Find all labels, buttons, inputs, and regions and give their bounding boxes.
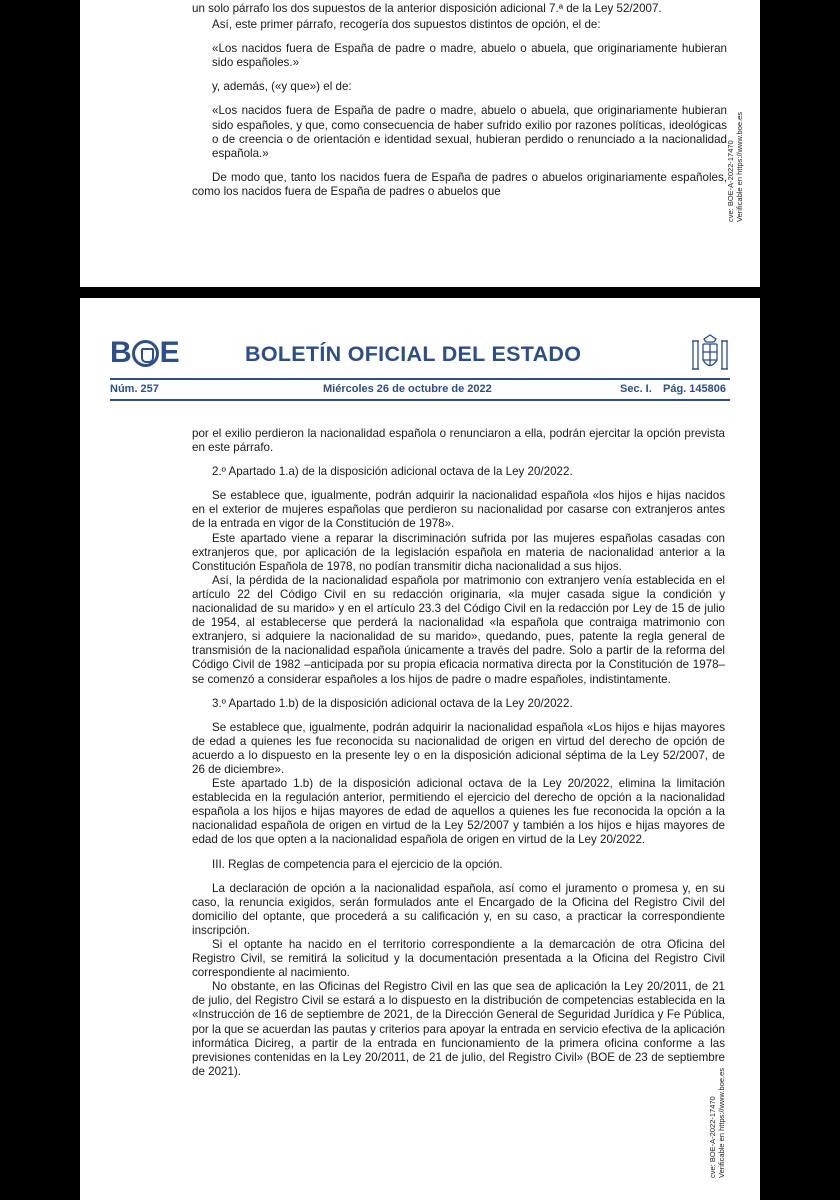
paragraph: Así, la pérdida de la nacionalidad española por matrimonio con extranjero venía establecida en el artículo 22 del Código Civil en su redacción originaria, «la mujer casada sigue la condición y nacionalidad de su marido» y en el artículo 23.3 del Código Civil en la redacción por Ley de 15 de julio de 1954, al establecerse que perderá la nacionalidad «la española que contraiga matrimonio con extranjero, si adquiere la nacionalidad de su marido», quedando, pues, patente la regla general de transmisión de la nacionalidad española únicamente a través del padre. Solo a partir de la reforma del Código Civil de 1982 –anticipada por su propia eficacia normativa directa por la Constitución de 1978– se comenzó a considerar españoles a los hijos de padre o madre españoles, indistintamente. (192, 573, 725, 686)
header-rule-bottom (110, 399, 730, 401)
document-page-current (80, 298, 760, 1200)
page-body-text (192, 2, 727, 199)
paragraph: La declaración de opción a la nacionalidad española, así como el juramento o promesa y, en su caso, la renuncia exigidos, serán formulados ante el Encargado de la Oficina del Registro Civil del domicilio del optante, que procederá a su calificación y, en su caso, a practicar la correspondiente inscripción. (192, 881, 725, 937)
gazette-title: BOLETÍN OFICIAL DEL ESTADO (245, 342, 582, 366)
paragraph: Si el optante ha nacido en el territorio correspondiente a la demarcación de otra Oficina del Registro Civil, se remitirá la solicitud y la documentación presentada a la Oficina del Registro Civil correspondiente al nacimiento. (192, 938, 725, 980)
cve-label: cve: BOE-A-2022-17470 (726, 140, 735, 222)
paragraph: No obstante, en las Oficinas del Registro Civil en las que sea de aplicación la Ley 20/2011, de 21 de julio, del Registro Civil se estará a lo dispuesto en la distribución de competencias establecida en la «Instrucción de 16 de septiembre de 2021, de la Dirección General de Seguridad Jurídica y Fe Pública, por la que se acuerdan las pautas y criterios para apoyar la entrada en servicio efectiva de la aplicación informática Dicireg, a partir de la entrada en funcionamiento de la primera oficina conforme a las previsiones contenidas en la Ley 20/2011, de 21 de julio, del Registro Civil» (BOE de 23 de septiembre de 2021). (192, 980, 725, 1078)
verification-code (726, 112, 744, 222)
paragraph: Este apartado viene a reparar la discriminación sufrida por las mujeres españolas casadas con extranjeros que, por aplicación de la legislación española en materia de nacionalidad anterior a la Constitución Española de 1978, no podían transmitir dicha nacionalidad a sus hijos. (192, 531, 725, 573)
paragraph: un solo párrafo los dos supuestos de la anterior disposición adicional 7.ª de la Ley 52/2007. (192, 2, 662, 15)
issue-number: Núm. 257 (110, 383, 159, 395)
quote-paragraph: «Los nacidos fuera de España de padre o madre, abuelo o abuela, que originariamente hubieran sido españoles.» (212, 42, 727, 70)
paragraph: De modo que, tanto los nacidos fuera de España de padres o abuelos originariamente españoles, como los nacidos fuera de España de padres o abuelos que (192, 170, 727, 198)
coat-of-arms-icon (690, 333, 730, 375)
logo-letter-b: B (110, 336, 131, 369)
page-number: Pág. 145806 (663, 383, 726, 395)
verification-code (708, 1068, 726, 1178)
crest-o-icon (132, 340, 159, 367)
issue-date: Miércoles 26 de octubre de 2022 (323, 383, 492, 395)
page-body-text (192, 427, 725, 1079)
verification-url: Verificable en https://www.boe.es (717, 1067, 726, 1178)
paragraph: Se establece que, igualmente, podrán adquirir la nacionalidad española «Los hijos e hijas mayores de edad a quienes les fue reconocida su nacionalidad de origen en virtud del derecho de opción de acuerdo a lo dispuesto en la presente ley o en la disposición adicional séptima de la Ley 52/2007, de 26 de diciembre». (192, 720, 725, 776)
paragraph: Así, este primer párrafo, recogería dos supuestos distintos de opción, el de: (212, 18, 601, 32)
section-heading: 3.º Apartado 1.b) de la disposición adicional octava de la Ley 20/2022. (212, 696, 573, 710)
logo-letter-e: E (159, 336, 179, 369)
paragraph: Este apartado 1.b) de la disposición adicional octava de la Ley 20/2022, elimina la limitación establecida en la regulación anterior, permitiendo el ejercicio del derecho de opción a la nacionalidad española a los hijos e hijas mayores de edad de aquellos a quienes les fue reconocida la opción a la nacionalidad española de origen en virtud de la Ley 52/2007 y también a los hijos e hijas mayores de edad de los que opten a la nacionalidad española de origen en virtud de la Ley 20/2022. (192, 777, 725, 847)
section-heading: 2.º Apartado 1.a) de la disposición adicional octava de la Ley 20/2022. (212, 465, 573, 479)
cve-label: cve: BOE-A-2022-17470 (708, 1096, 717, 1178)
paragraph: Se establece que, igualmente, podrán adquirir la nacionalidad española «los hijos e hijas nacidos en el exterior de mujeres españolas que perdieron su nacionalidad por casarse con extranjeros antes de la entrada en vigor de la Constitución de 1978». (192, 489, 725, 531)
paragraph: y, además, («y que») el de: (212, 80, 352, 94)
boe-logo (110, 338, 179, 368)
section-heading: III. Reglas de competencia para el ejercicio de la opción. (212, 857, 503, 871)
paragraph: por el exilio perdieron la nacionalidad española o renunciaron a ella, podrán ejercitar la opción prevista en este párrafo. (192, 427, 725, 455)
verification-url: Verificable en https://www.boe.es (735, 111, 744, 222)
document-page-previous (80, 0, 760, 287)
section-label: Sec. I. (620, 383, 652, 395)
quote-paragraph: «Los nacidos fuera de España de padre o madre, abuelo o abuela, que originariamente hubieran sido españoles, y que, como consecuencia de haber sufrido exilio por razones políticas, ideológicas o de creencia o de orientación e identidad sexual, hubieran perdido o renunciado a la nacionalidad española.» (212, 104, 727, 160)
header-rule-top (110, 378, 730, 380)
